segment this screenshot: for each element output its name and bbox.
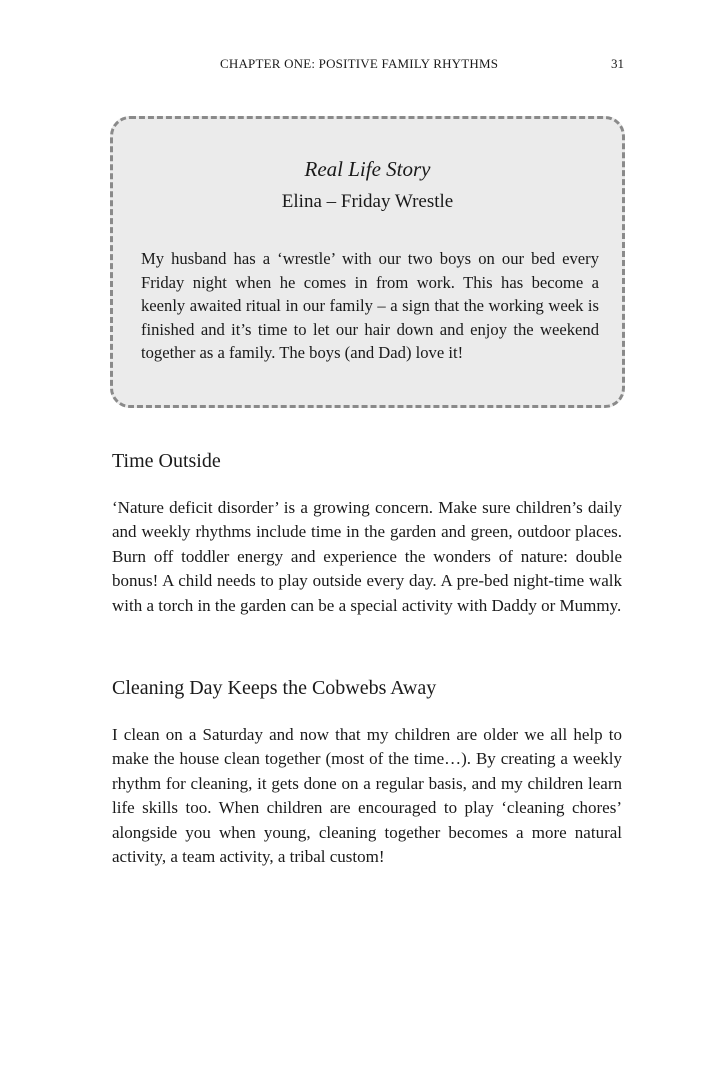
running-head — [0, 56, 720, 76]
section-heading: Time Outside — [112, 450, 221, 472]
story-text: My husband has a ‘wrestle’ with our two boys on our bed every Friday night when he comes in from work. This has become a keenly awaited ritual in our family – a sign that the working week is finished and it’s time to let our hair down and enjoy the weekend together as a family. The boys (and Dad) love it! — [141, 249, 599, 363]
chapter-title: CHAPTER ONE: POSITIVE FAMILY RHYTHMS — [220, 56, 499, 71]
page-number: 31 — [611, 56, 624, 71]
section-time-outside — [112, 450, 622, 615]
section-cleaning-day — [112, 677, 622, 867]
story-label: Real Life Story — [304, 157, 431, 181]
section-text: I clean on a Saturday and now that my children are older we all help to make the house clean together (most of the time…). By creating a weekly rhythm for cleaning, it gets done on a regular basis, and my children learn life skills too. When children are encouraged to play ‘cleaning chores’ alongside you when young, cleaning together becomes a more natural activity, a team activity, a tribal custom! — [112, 725, 622, 867]
real-life-story-box — [110, 116, 625, 408]
section-heading: Cleaning Day Keeps the Cobwebs Away — [112, 677, 437, 699]
story-title: Elina – Friday Wrestle — [281, 191, 454, 212]
section-text: ‘Nature deficit disorder’ is a growing concern. Make sure children’s daily and weekly rhythms include time in the garden and green, outdoor places. Burn off toddler energy and experience the wonders of nature: double bonus! A child needs to play outside every day. A pre-bed night-time walk with a torch in the garden can be a special activity with Daddy or Mummy. — [112, 498, 622, 615]
